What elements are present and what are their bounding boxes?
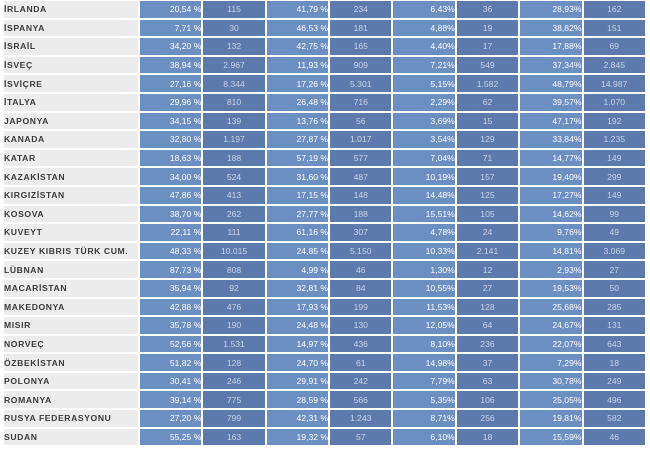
percent-cell: 17,27% [520, 187, 581, 204]
count-cell: 50 [584, 280, 645, 297]
percent-cell: 17,93 % [267, 299, 328, 316]
table-row [4, 94, 645, 111]
count-cell: 1.235 [584, 131, 645, 148]
count-cell: 246 [203, 373, 264, 390]
percent-cell: 17,88% [520, 38, 581, 55]
percent-cell: 13,76 % [267, 113, 328, 130]
count-cell: 163 [203, 429, 264, 446]
percent-cell: 4,40% [393, 38, 454, 55]
country-cell: İSVİÇRE [4, 75, 138, 92]
count-cell: 131 [584, 317, 645, 334]
percent-cell: 5,35% [393, 391, 454, 408]
percent-cell: 19,32 % [267, 429, 328, 446]
country-cell: KANADA [4, 131, 138, 148]
count-cell: 256 [457, 410, 518, 427]
count-cell: 30 [203, 20, 264, 37]
percent-cell: 3,54% [393, 131, 454, 148]
country-cell: MISIR [4, 317, 138, 334]
count-cell: 106 [457, 391, 518, 408]
country-cell: İRLANDA [4, 1, 138, 18]
percent-cell: 87,73 % [140, 261, 201, 278]
percent-cell: 28,59 % [267, 391, 328, 408]
count-cell: 130 [330, 317, 391, 334]
percent-cell: 25,68% [520, 299, 581, 316]
percent-cell: 24,67% [520, 317, 581, 334]
count-cell: 56 [330, 113, 391, 130]
percent-cell: 27,16 % [140, 75, 201, 92]
percent-cell: 61,16 % [267, 224, 328, 241]
count-cell: 46 [330, 261, 391, 278]
percent-cell: 34,20 % [140, 38, 201, 55]
count-cell: 716 [330, 94, 391, 111]
count-cell: 549 [457, 57, 518, 74]
percent-cell: 47,17% [520, 113, 581, 130]
count-cell: 775 [203, 391, 264, 408]
percent-cell: 19,81% [520, 410, 581, 427]
percent-cell: 37,34% [520, 57, 581, 74]
count-cell: 63 [457, 373, 518, 390]
percent-cell: 42,88 % [140, 299, 201, 316]
percent-cell: 6,43% [393, 1, 454, 18]
count-cell: 92 [203, 280, 264, 297]
country-cell: NORVEÇ [4, 336, 138, 353]
count-cell: 190 [203, 317, 264, 334]
percent-cell: 20,54 % [140, 1, 201, 18]
country-cell: İTALYA [4, 94, 138, 111]
count-cell: 37 [457, 354, 518, 371]
count-cell: 12 [457, 261, 518, 278]
count-cell: 2.967 [203, 57, 264, 74]
percent-cell: 24,85 % [267, 243, 328, 260]
percent-cell: 38,82% [520, 20, 581, 37]
country-cell: İSRAİL [4, 38, 138, 55]
percent-cell: 14,48% [393, 187, 454, 204]
percent-cell: 4,99 % [267, 261, 328, 278]
count-cell: 125 [457, 187, 518, 204]
count-cell: 84 [330, 280, 391, 297]
percent-cell: 11,53% [393, 299, 454, 316]
percent-cell: 27,87 % [267, 131, 328, 148]
count-cell: 105 [457, 206, 518, 223]
country-cell: KAZAKİSTAN [4, 168, 138, 185]
count-cell: 128 [457, 299, 518, 316]
count-cell: 1.531 [203, 336, 264, 353]
country-cell: MAKEDONYA [4, 299, 138, 316]
count-cell: 188 [203, 150, 264, 167]
table-row [4, 75, 645, 92]
percent-cell: 30,78% [520, 373, 581, 390]
percent-cell: 57,19 % [267, 150, 328, 167]
count-cell: 10.015 [203, 243, 264, 260]
count-cell: 1.197 [203, 131, 264, 148]
percent-cell: 7,29% [520, 354, 581, 371]
count-cell: 111 [203, 224, 264, 241]
count-cell: 524 [203, 168, 264, 185]
percent-cell: 29,96 % [140, 94, 201, 111]
country-cell: ROMANYA [4, 391, 138, 408]
count-cell: 18 [457, 429, 518, 446]
table-row [4, 261, 645, 278]
table-row [4, 280, 645, 297]
percent-cell: 10,55% [393, 280, 454, 297]
count-cell: 1.017 [330, 131, 391, 148]
percent-cell: 14,97 % [267, 336, 328, 353]
percent-cell: 55,25 % [140, 429, 201, 446]
percent-cell: 10,33% [393, 243, 454, 260]
count-cell: 1.070 [584, 94, 645, 111]
table-row [4, 391, 645, 408]
table-row [4, 373, 645, 390]
count-cell: 808 [203, 261, 264, 278]
count-cell: 27 [457, 280, 518, 297]
table-row [4, 57, 645, 74]
country-cell: KUZEY KIBRIS TÜRK CUM. [4, 243, 138, 260]
count-cell: 188 [330, 206, 391, 223]
table-row [4, 317, 645, 334]
percent-cell: 15,59% [520, 429, 581, 446]
count-cell: 496 [584, 391, 645, 408]
count-cell: 149 [584, 150, 645, 167]
count-cell: 27 [584, 261, 645, 278]
percent-cell: 14,77% [520, 150, 581, 167]
percent-cell: 47,86 % [140, 187, 201, 204]
percent-cell: 52,56 % [140, 336, 201, 353]
count-cell: 181 [330, 20, 391, 37]
count-cell: 14.987 [584, 75, 645, 92]
percent-cell: 38,70 % [140, 206, 201, 223]
country-cell: KATAR [4, 150, 138, 167]
country-cell: SUDAN [4, 429, 138, 446]
count-cell: 46 [584, 429, 645, 446]
results-table-container [2, 0, 647, 450]
count-cell: 17 [457, 38, 518, 55]
table-row [4, 168, 645, 185]
count-cell: 24 [457, 224, 518, 241]
count-cell: 148 [330, 187, 391, 204]
percent-cell: 9,76% [520, 224, 581, 241]
percent-cell: 28,93% [520, 1, 581, 18]
count-cell: 71 [457, 150, 518, 167]
country-cell: İSPANYA [4, 20, 138, 37]
percent-cell: 7,04% [393, 150, 454, 167]
table-row [4, 224, 645, 241]
count-cell: 115 [203, 1, 264, 18]
percent-cell: 30,41 % [140, 373, 201, 390]
count-cell: 162 [584, 1, 645, 18]
table-row [4, 113, 645, 130]
count-cell: 577 [330, 150, 391, 167]
percent-cell: 14,62% [520, 206, 581, 223]
count-cell: 5.150 [330, 243, 391, 260]
percent-cell: 35,78 % [140, 317, 201, 334]
percent-cell: 39,14 % [140, 391, 201, 408]
count-cell: 307 [330, 224, 391, 241]
table-row [4, 38, 645, 55]
count-cell: 36 [457, 1, 518, 18]
count-cell: 5.301 [330, 75, 391, 92]
table-row [4, 131, 645, 148]
country-cell: KOSOVA [4, 206, 138, 223]
count-cell: 249 [584, 373, 645, 390]
percent-cell: 48,79% [520, 75, 581, 92]
percent-cell: 15,51% [393, 206, 454, 223]
percent-cell: 8,71% [393, 410, 454, 427]
country-cell: KUVEYT [4, 224, 138, 241]
percent-cell: 34,00 % [140, 168, 201, 185]
percent-cell: 2,29% [393, 94, 454, 111]
percent-cell: 10,19% [393, 168, 454, 185]
percent-cell: 46,53 % [267, 20, 328, 37]
percent-cell: 32,80 % [140, 131, 201, 148]
count-cell: 2.845 [584, 57, 645, 74]
percent-cell: 42,31 % [267, 410, 328, 427]
count-cell: 3.069 [584, 243, 645, 260]
count-cell: 49 [584, 224, 645, 241]
count-cell: 69 [584, 38, 645, 55]
percent-cell: 34,15 % [140, 113, 201, 130]
percent-cell: 19,53% [520, 280, 581, 297]
country-cell: RUSYA FEDERASYONU [4, 410, 138, 427]
count-cell: 2.141 [457, 243, 518, 260]
percent-cell: 27,77 % [267, 206, 328, 223]
country-cell: ÖZBEKİSTAN [4, 354, 138, 371]
results-table [2, 0, 647, 447]
table-row [4, 150, 645, 167]
table-row [4, 410, 645, 427]
percent-cell: 22,07% [520, 336, 581, 353]
percent-cell: 51,82 % [140, 354, 201, 371]
percent-cell: 4,78% [393, 224, 454, 241]
count-cell: 299 [584, 168, 645, 185]
percent-cell: 38,94 % [140, 57, 201, 74]
count-cell: 234 [330, 1, 391, 18]
percent-cell: 12,05% [393, 317, 454, 334]
percent-cell: 11,93 % [267, 57, 328, 74]
country-cell: JAPONYA [4, 113, 138, 130]
percent-cell: 24,48 % [267, 317, 328, 334]
percent-cell: 33,84% [520, 131, 581, 148]
count-cell: 15 [457, 113, 518, 130]
count-cell: 413 [203, 187, 264, 204]
count-cell: 566 [330, 391, 391, 408]
count-cell: 61 [330, 354, 391, 371]
percent-cell: 27,20 % [140, 410, 201, 427]
percent-cell: 22,11 % [140, 224, 201, 241]
count-cell: 192 [584, 113, 645, 130]
percent-cell: 14,98% [393, 354, 454, 371]
percent-cell: 7,21% [393, 57, 454, 74]
percent-cell: 26,48 % [267, 94, 328, 111]
count-cell: 487 [330, 168, 391, 185]
count-cell: 157 [457, 168, 518, 185]
count-cell: 19 [457, 20, 518, 37]
count-cell: 128 [203, 354, 264, 371]
count-cell: 242 [330, 373, 391, 390]
table-row [4, 336, 645, 353]
percent-cell: 2,93% [520, 261, 581, 278]
table-row [4, 299, 645, 316]
table-row [4, 354, 645, 371]
percent-cell: 32,81 % [267, 280, 328, 297]
percent-cell: 19,40% [520, 168, 581, 185]
percent-cell: 8,10% [393, 336, 454, 353]
percent-cell: 14,81% [520, 243, 581, 260]
percent-cell: 17,15 % [267, 187, 328, 204]
table-row [4, 206, 645, 223]
percent-cell: 5,15% [393, 75, 454, 92]
count-cell: 236 [457, 336, 518, 353]
count-cell: 1.243 [330, 410, 391, 427]
count-cell: 810 [203, 94, 264, 111]
percent-cell: 35,94 % [140, 280, 201, 297]
percent-cell: 24,70 % [267, 354, 328, 371]
count-cell: 199 [330, 299, 391, 316]
table-row [4, 429, 645, 446]
percent-cell: 41,79 % [267, 1, 328, 18]
count-cell: 165 [330, 38, 391, 55]
country-cell: POLONYA [4, 373, 138, 390]
table-row [4, 20, 645, 37]
count-cell: 129 [457, 131, 518, 148]
percent-cell: 39,57% [520, 94, 581, 111]
percent-cell: 48,33 % [140, 243, 201, 260]
country-cell: MACARİSTAN [4, 280, 138, 297]
table-body [4, 1, 645, 445]
count-cell: 151 [584, 20, 645, 37]
count-cell: 57 [330, 429, 391, 446]
table-row [4, 1, 645, 18]
percent-cell: 3,69% [393, 113, 454, 130]
count-cell: 476 [203, 299, 264, 316]
count-cell: 909 [330, 57, 391, 74]
percent-cell: 6,10% [393, 429, 454, 446]
count-cell: 285 [584, 299, 645, 316]
count-cell: 139 [203, 113, 264, 130]
table-row [4, 243, 645, 260]
count-cell: 643 [584, 336, 645, 353]
count-cell: 18 [584, 354, 645, 371]
percent-cell: 4,88% [393, 20, 454, 37]
count-cell: 8.344 [203, 75, 264, 92]
count-cell: 262 [203, 206, 264, 223]
count-cell: 62 [457, 94, 518, 111]
country-cell: KIRGIZİSTAN [4, 187, 138, 204]
percent-cell: 25,05% [520, 391, 581, 408]
percent-cell: 42,75 % [267, 38, 328, 55]
percent-cell: 29,91 % [267, 373, 328, 390]
table-row [4, 187, 645, 204]
count-cell: 132 [203, 38, 264, 55]
count-cell: 64 [457, 317, 518, 334]
percent-cell: 18,63 % [140, 150, 201, 167]
percent-cell: 17,26 % [267, 75, 328, 92]
country-cell: İSVEÇ [4, 57, 138, 74]
percent-cell: 7,71 % [140, 20, 201, 37]
country-cell: LÜBNAN [4, 261, 138, 278]
count-cell: 582 [584, 410, 645, 427]
count-cell: 436 [330, 336, 391, 353]
percent-cell: 1,30% [393, 261, 454, 278]
count-cell: 799 [203, 410, 264, 427]
count-cell: 149 [584, 187, 645, 204]
percent-cell: 7,79% [393, 373, 454, 390]
percent-cell: 31,60 % [267, 168, 328, 185]
count-cell: 99 [584, 206, 645, 223]
count-cell: 1.582 [457, 75, 518, 92]
